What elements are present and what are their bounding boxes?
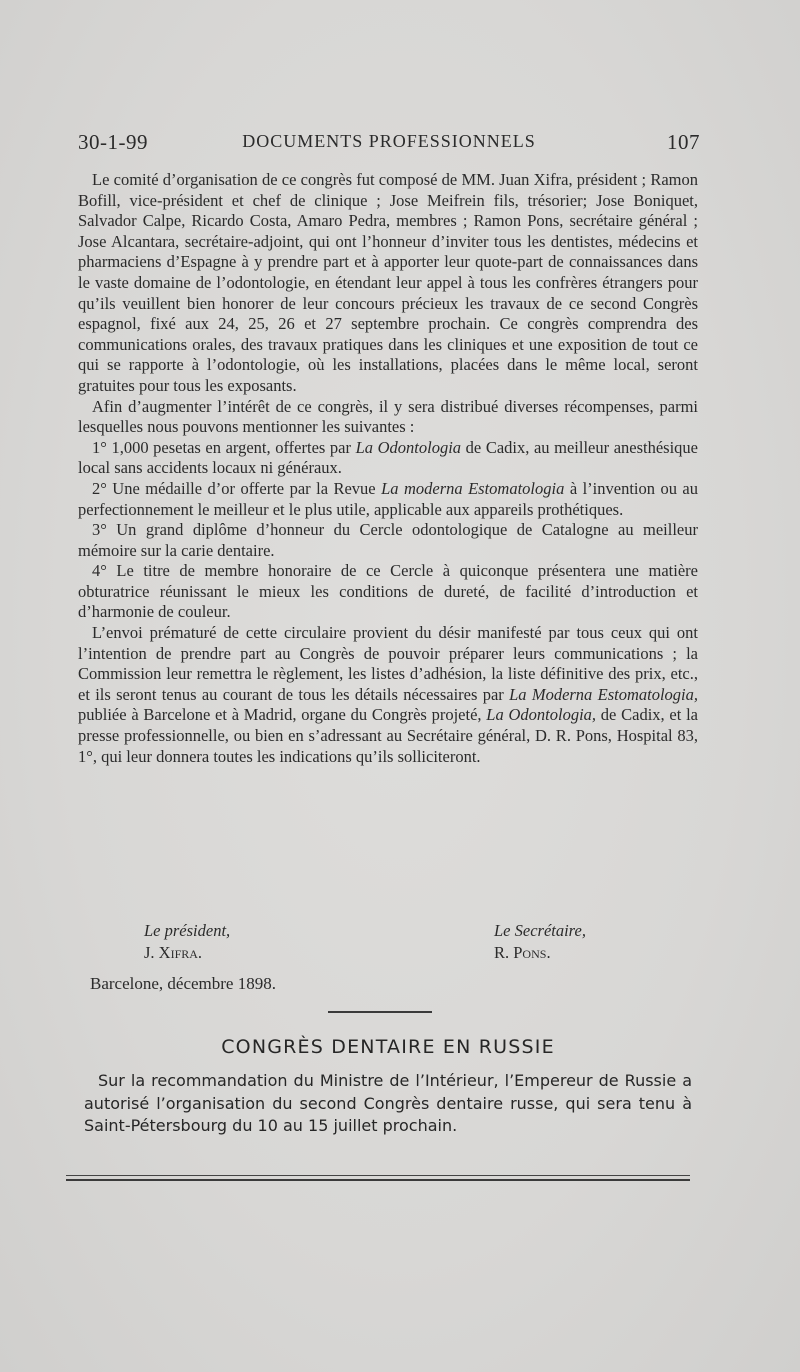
paragraph-reward-2: 2° Une médaille d’or offerte par la Revue La moderna Estomatologia à l’invention ou au perfectionnement le meilleur et le plus utile, applicable aux appareils prothétiques.: [78, 478, 698, 519]
section-divider: [328, 1011, 432, 1013]
page-number: 107: [667, 130, 700, 154]
paragraph-reward-4: 4° Le titre de membre honoraire de ce Cercle à quiconque présentera une matière obturatrice réunissant le mieux les conditions de dureté, de facilité d’introduction et d’harmonie de couleur.: [78, 561, 698, 622]
section-title: CONGRÈS DENTAIRE EN RUSSIE: [221, 1036, 555, 1058]
signature-president: [144, 920, 230, 964]
signature-president-name: J. Xifra.: [144, 943, 203, 962]
paragraph-committee: Le comité d’organisation de ce congrès fut composé de MM. Juan Xifra, président ; Ramon Bofill, vice-président et chef de clinique ; Jose Meifrein fils, trésorier; Jose Boniquet, Salvador Calpe, Ricardo Costa, Amaro Pedra, membres ; Ramon Pons, secrétaire général ; Jose Alcantara, secrétaire-adjoint, qui ont l’honneur d’inviter tous les dentistes, médecins et pharmaciens d’Espagne à y prendre part et à apporter leur quote-part de connaissances dans le vaste domaine de l’odontologie, en étendant leur appel à tous les confrères étrangers pour qu’ils veuillent bien honorer de leur concours précieux les travaux de ce second Congrès espagnol, fixé aux 24, 25, 26 et 27 septembre prochain. Ce congrès comprendra des communications orales, des travaux pratiques dans les cliniques et une exposition de tout ce qui se rapporte à l’odontologie, où les installations, placées dans le même local, seront gratuites pour tous les exposants.: [78, 170, 698, 395]
article-body: [78, 170, 698, 767]
footer-double-rule: [66, 1175, 690, 1183]
running-head: [78, 128, 700, 158]
section-body: [84, 1070, 692, 1138]
signature-secretary-name: R. Pons.: [494, 943, 551, 962]
signature-president-title: Le président,: [144, 921, 231, 940]
paragraph-reward-3: 3° Un grand diplôme d’honneur du Cercle odontologique de Catalogne au meilleur mémoire sur la carie dentaire.: [78, 520, 698, 560]
signature-secretary: [494, 920, 586, 964]
section-paragraph: Sur la recommandation du Ministre de l’Intérieur, l’Empereur de Russie a autorisé l’organisation du second Congrès dentaire russe, qui sera tenu à Saint-Pétersbourg du 10 au 15 juillet prochain.: [84, 1071, 692, 1135]
running-head-date: 30-1-99: [78, 130, 148, 154]
signatures: [78, 920, 698, 970]
running-head-section: DOCUMENTS PROFESSIONNELS: [242, 131, 536, 151]
paragraph-circular: L’envoi prématuré de cette circulaire provient du désir manifesté par tous ceux qui ont l’intention de prendre part au Congrès de pouvoir préparer leurs communications ; la Commission leur remettra le règlement, les listes d’adhésion, la liste définitive des prix, etc., et ils seront tenus au courant de tous les détails nécessaires par La Moderna Estomatologia, publiée à Barcelone et à Madrid, organe du Congrès projeté, La Odontologia, de Cadix, et la presse professionnelle, ou bien en s’adressant au Secrétaire général, D. R. Pons, Hospital 83, 1°, qui leur donnera toutes les indications qu’ils solliciteront.: [78, 623, 698, 766]
paragraph-reward-1: 1° 1,000 pesetas en argent, offertes par La Odontologia de Cadix, au meilleur anesthésique local sans accidents locaux ni généraux.: [78, 437, 699, 478]
dateline: Barcelone, décembre 1898.: [90, 974, 276, 993]
signature-secretary-title: Le Secrétaire,: [494, 921, 586, 940]
paragraph-rewards-intro: Afin d’augmenter l’intérêt de ce congrès, il y sera distribué diverses récompenses, parmi lesquelles nous pouvons mentionner les suivantes :: [78, 396, 698, 437]
